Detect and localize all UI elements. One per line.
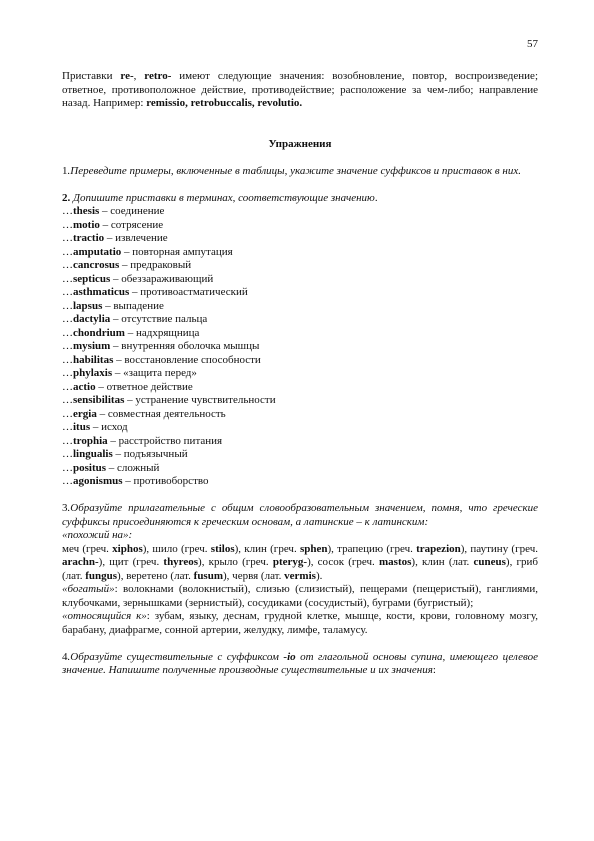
page-content <box>62 70 538 678</box>
list-item: …lapsus – выпадение <box>62 299 164 312</box>
term-meaning: – соединение <box>99 205 165 217</box>
latin-root: fungus <box>85 569 118 582</box>
greek-root: thyreos <box>163 556 199 568</box>
list-item: …actio – ответное действие <box>62 380 193 393</box>
intro-text-2: , <box>133 70 145 82</box>
list-item: …mysium – внутренняя оболочка мышцы <box>62 340 260 352</box>
term: phylaxis <box>73 367 113 379</box>
exercise-2-text: Допишите приставки в терминах, соответствующие значению <box>70 191 375 204</box>
similar-label: «похожий на»: <box>62 529 133 541</box>
term-meaning: – предраковый <box>119 259 192 271</box>
relating-examples <box>62 610 538 637</box>
exercise-4-tail: : <box>432 664 436 676</box>
exercises-heading: Упражнения <box>268 137 332 150</box>
list-item: …lingualis – подъязычный <box>62 448 188 460</box>
exercise-2-tail: . <box>374 191 378 204</box>
term-meaning: – обеззараживающий <box>110 272 214 285</box>
term-meaning: – восстановление способности <box>113 353 261 366</box>
term: chondrium <box>73 326 125 339</box>
exercise-4-text-1: .Образуйте существительные с суффиксом <box>67 650 284 663</box>
list-item: …agonismus – противоборство <box>62 475 209 487</box>
list-item: …ergia – совместная деятельность <box>62 407 226 420</box>
greek-root: stilos <box>210 542 235 555</box>
list-item: …motio – сотрясение <box>62 218 164 231</box>
greek-root: xiphos <box>112 542 143 555</box>
term: septicus <box>73 272 111 285</box>
term-meaning: – выпадение <box>102 299 164 312</box>
list-item: …cancrosus – предраковый <box>62 259 192 271</box>
term: asthmaticus <box>73 286 130 298</box>
term: lapsus <box>73 299 103 312</box>
term-meaning: – расстройство питания <box>107 434 223 447</box>
intro-paragraph <box>62 70 538 111</box>
greek-root: pteryg- <box>272 556 308 568</box>
prefix-retro: retro- <box>144 70 172 82</box>
prefix-re: re- <box>120 70 134 82</box>
term: actio <box>73 380 96 393</box>
term-meaning: – отсутствие пальца <box>110 313 208 325</box>
rich-examples <box>62 583 538 610</box>
term-meaning: – подъязычный <box>112 448 188 460</box>
term: sensibilitas <box>73 394 125 406</box>
term: positus <box>73 461 107 474</box>
term: habilitas <box>73 353 114 366</box>
term: trophia <box>73 434 108 447</box>
term: motio <box>73 218 100 231</box>
list-item: …trophia – расстройство питания <box>62 434 223 447</box>
term: thesis <box>73 205 100 217</box>
term-meaning: – сложный <box>106 461 160 474</box>
rich-label: «богатый» <box>62 583 115 595</box>
term-meaning: – устранение чувствительности <box>124 394 276 406</box>
page-number: 57 <box>527 38 538 50</box>
term-meaning: – ответное действие <box>95 380 193 393</box>
exercise-3 <box>62 502 538 529</box>
latin-root: cuneus <box>473 556 506 568</box>
intro-examples: remissio, retrobuccalis, revolutio. <box>146 97 303 109</box>
latin-root: vermis <box>284 569 316 582</box>
list-item: …tractio – извлечение <box>62 232 168 244</box>
term: itus <box>73 421 91 433</box>
list-item: …asthmaticus – противоастматический <box>62 286 248 298</box>
suffix-io: -io <box>283 650 296 663</box>
exercise-2 <box>62 192 538 206</box>
similar-examples: меч (греч. xiphos), шило (греч. stilos), клин (греч. sphen), трапецию (греч. trapezion), паутину (греч. arachn-), щит (греч. thyreos), крыло (греч. pteryg-), сосок (греч. mastos), клин (лат. cuneus), гриб (лат. fungus), веретено (лат. fusum), червя (лат. vermis). <box>62 542 539 582</box>
rich-text: : волокнами (волокнистый), слизью (слизистый), пещерами (пещеристый), ганглиями, клубочками, зернышками (зернистый), сосудиками (сосудистый), буграми (бугристый); <box>62 583 538 609</box>
exercise-1 <box>62 165 538 179</box>
term-meaning: – противоастматический <box>129 286 248 298</box>
list-item: …thesis – соединение <box>62 205 165 217</box>
term: amputatio <box>73 245 122 258</box>
term: dactylia <box>73 313 111 325</box>
exercise-1-number: 1 <box>62 164 68 177</box>
list-item: …amputatio – повторная ампутация <box>62 245 233 258</box>
relating-label: «относящийся к» <box>62 610 147 622</box>
term: tractio <box>73 232 105 244</box>
term: cancrosus <box>73 259 120 271</box>
intro-text-3: имеют следующие значения: возобновление, повтор, воспроизведение; ответное, противоположное действие, противодействие; расположение за чем-либо; направление назад. Например: <box>62 70 538 109</box>
exercise-1-text: .Переведите примеры, включенные в таблицы, укажите значение суффиксов и приставок в них. <box>67 164 522 177</box>
list-item: …phylaxis – «защита перед» <box>62 367 197 379</box>
exercise-4-text-2: от глагольной основы супина, имеющего целевое значение. Напишите полученные производные существительные и их значения <box>62 650 539 676</box>
term-meaning: – совместная деятельность <box>96 407 226 420</box>
exercise-4 <box>62 651 538 678</box>
term: lingualis <box>73 448 113 460</box>
list-item: …chondrium – надхрящница <box>62 326 200 339</box>
term: mysium <box>73 340 111 352</box>
term: ergia <box>73 407 97 420</box>
greek-root: arachn- <box>62 556 99 568</box>
relating-text: : зубам, языку, деснам, грудной клетке, мышце, кости, крови, головному мозгу, барабану, диафрагме, сонной артерии, желудку, лимфе, таламусу. <box>62 610 538 636</box>
term-meaning: – повторная ампутация <box>121 245 233 258</box>
greek-root: sphen <box>299 542 328 555</box>
term: agonismus <box>73 475 123 487</box>
list-item: …septicus – обеззараживающий <box>62 272 214 285</box>
list-item: …positus – сложный <box>62 461 160 474</box>
intro-text-1: Приставки <box>62 70 121 82</box>
term-meaning: – надхрящница <box>124 326 200 339</box>
list-item: …sensibilitas – устранение чувствительности <box>62 394 276 406</box>
greek-root: trapezion <box>416 542 461 555</box>
term-meaning: – исход <box>90 421 128 433</box>
list-item: …dactylia – отсутствие пальца <box>62 313 208 325</box>
term-meaning: – внутренняя оболочка мышцы <box>110 340 260 352</box>
greek-root: mastos <box>379 556 412 568</box>
list-item: …habilitas – восстановление способности <box>62 353 261 366</box>
latin-root: fusum <box>193 569 223 582</box>
term-list <box>62 205 538 489</box>
term-meaning: – извлечение <box>104 232 168 244</box>
exercise-3-number: 3 <box>62 502 68 514</box>
exercise-3-text: .Образуйте прилагательные с общим словообразовательным значением, помня, что греческие суффиксы присоединяются к греческим основам, а латинские – к латинским: <box>62 502 538 528</box>
term-meaning: – противоборство <box>122 475 209 487</box>
term-meaning: – сотрясение <box>99 218 164 231</box>
exercise-2-number: 2. <box>62 191 71 204</box>
term-meaning: – «защита перед» <box>112 367 197 379</box>
list-item: …itus – исход <box>62 421 128 433</box>
exercise-4-number: 4 <box>62 650 68 663</box>
